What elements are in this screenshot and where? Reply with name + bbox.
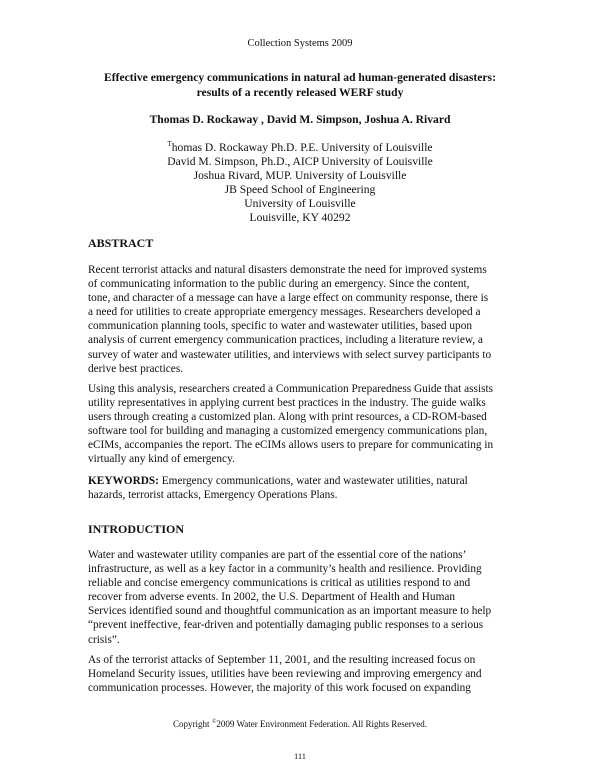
copyright-symbol: ©: [211, 719, 217, 725]
title-line-2: results of a recently released WERF study: [196, 86, 404, 99]
text-line: virtually any kind of emergency.: [88, 453, 235, 466]
text-line: eCIMs, accompanies the report. The eCIMs allows users to prepare for communicating in: [88, 439, 494, 452]
affiliation-line-2: David M. Simpson, Ph.D., AICP University of Louisville: [167, 155, 433, 169]
text-line: Services identified sound and thoughtful communication as an important measure to help: [88, 605, 492, 618]
text-line: utility representatives in applying current best practices in the industry. The guide walks: [88, 397, 486, 410]
affiliations: [60, 137, 540, 226]
keywords-label: KEYWORDS:: [88, 475, 159, 487]
abstract-heading: ABSTRACT: [88, 236, 154, 250]
text-line: Homeland Security issues, utilities have been reviewing and improving emergency and: [88, 668, 482, 681]
text-line: infrastructure, as well as a key factor in a community’s health and resilience. Providing: [88, 563, 482, 576]
title-line-1: Effective emergency communications in natural ad human-generated disasters:: [104, 71, 496, 84]
keywords-paragraph: [88, 474, 528, 502]
text-line: derive best practices.: [88, 362, 184, 375]
keywords-text: Emergency communications, water and wastewater utilities, natural: [158, 475, 468, 487]
copyright-text: 2009 Water Environment Federation. All Rights Reserved.: [216, 719, 427, 729]
introduction-paragraph-1: [88, 548, 528, 647]
affiliation-line-3: Joshua Rivard, MUP. University of Louisville: [193, 169, 407, 183]
copyright-prefix: Copyright: [173, 719, 212, 729]
paper-title: [60, 70, 540, 100]
keywords-line-1: [88, 474, 528, 488]
text-line: tone, and character of a message can have a large effect on community response, there is: [88, 292, 489, 305]
abstract-paragraph-1: [88, 263, 528, 376]
text-line: analysis of current emergency communication practices, including a literature review, a: [88, 334, 483, 347]
text-line: reliable and concise emergency communications is critical as utilities respond to and: [88, 577, 471, 590]
text-line: communication planning tools, specific to water and wastewater utilities, based upon: [88, 320, 472, 333]
text-line: As of the terrorist attacks of September 11, 2001, and the resulting increased focus on: [88, 654, 476, 666]
affiliation-line-6: Louisville, KY 40292: [249, 211, 351, 225]
text-line: survey of water and wastewater utilities, and interviews with select survey participants to: [88, 348, 492, 361]
text-line: “prevent ineffective, fear-driven and potentially damaging public responses to a serious: [88, 619, 484, 632]
running-header: Collection Systems 2009: [247, 38, 353, 49]
abstract-paragraph-2: [88, 382, 528, 467]
text-line: Recent terrorist attacks and natural disasters demonstrate the need for improved systems: [88, 264, 487, 276]
text-line: Using this analysis, researchers created a Communication Preparedness Guide that assists: [88, 383, 494, 395]
author-list: Thomas D. Rockaway , David M. Simpson, Joshua A. Rivard: [149, 113, 451, 126]
introduction-heading: INTRODUCTION: [88, 522, 185, 536]
affiliation-line-1: [60, 137, 540, 155]
text-line: a need for utilities to create appropriate emergency messages. Researchers developed a: [88, 306, 481, 319]
affiliation-line-1-text: homas D. Rockaway Ph.D. P.E. University of Louisville: [171, 141, 433, 154]
text-line: crisis”.: [88, 633, 120, 646]
affiliation-superscript: T: [167, 140, 172, 148]
copyright-footer: [0, 719, 600, 729]
text-line: of communicating information to the public during an emergency. Since the content,: [88, 278, 470, 291]
text-line: recover from adverse events. In 2002, the U.S. Department of Health and Human: [88, 591, 456, 604]
text-line: users through creating a customized plan. Along with print resources, a CD-ROM-based: [88, 411, 487, 424]
text-line: Water and wastewater utility companies are part of the essential core of the nations’: [88, 549, 467, 561]
page-number: 111: [293, 751, 307, 761]
affiliation-line-4: JB Speed School of Engineering: [224, 183, 376, 197]
keywords-line-2: hazards, terrorist attacks, Emergency Operations Plans.: [88, 489, 338, 502]
text-line: software tool for building and managing a customized emergency communications plan,: [88, 425, 488, 438]
introduction-paragraph-2: [88, 653, 528, 695]
text-line: communication processes. However, the majority of this work focused on expanding: [88, 682, 471, 695]
affiliation-line-5: University of Louisville: [244, 197, 356, 211]
